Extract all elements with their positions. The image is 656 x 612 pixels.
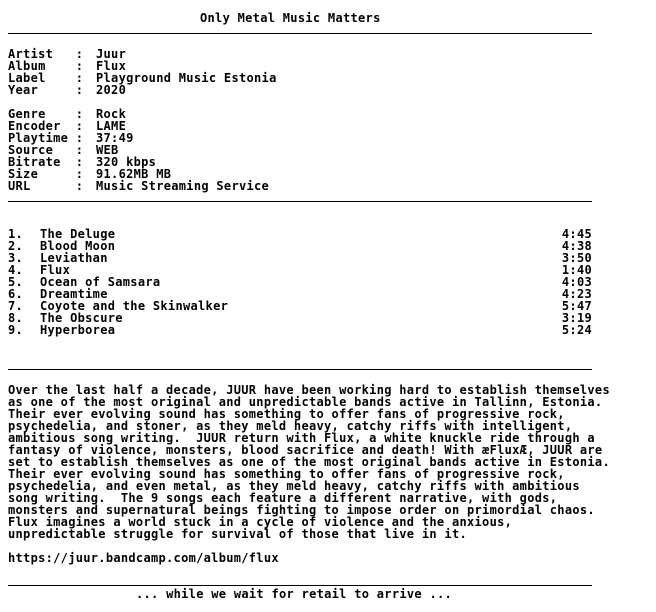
track-number: 9. [8, 323, 24, 337]
track-duration: 4:03 [561, 275, 592, 289]
description-line: Their ever evolving sound has something to offer fans of progressive rock, [8, 467, 565, 481]
release-info-value: Rock [96, 107, 127, 121]
track-row [8, 324, 592, 336]
track-title: Ocean of Samsara [40, 275, 161, 289]
release-info [8, 108, 648, 192]
track-title: The Deluge [40, 227, 116, 241]
track-number: 6. [8, 287, 24, 301]
release-info-key: Source : [8, 143, 91, 157]
track-number: 3. [8, 251, 24, 265]
album-info-value: Juur [96, 47, 127, 61]
description-line: unpredictable struggle for survival of those that live in it. [8, 527, 468, 541]
release-info-value: WEB [96, 143, 119, 157]
track-duration: 3:19 [561, 311, 592, 325]
divider-tracks [8, 360, 648, 372]
album-info-key: Year : [8, 83, 91, 97]
track-number: 4. [8, 263, 24, 277]
track-duration: 1:40 [561, 263, 592, 277]
tracklist [8, 228, 648, 336]
description-line: Flux imagines a world stuck in a cycle of violence and the anxious, [8, 515, 513, 529]
description-line: psychedelia, and stoner, as they meld heavy, catchy riffs with intelligent, [8, 419, 573, 433]
release-info-key: Playtime : [8, 131, 91, 145]
description-line: psychedelia, and even metal, as they meld heavy, catchy riffs with ambitious [8, 479, 580, 493]
album-info-value: Playground Music Estonia [96, 71, 277, 85]
track-duration: 4:45 [561, 227, 592, 241]
album-description [8, 384, 648, 540]
album-info [8, 48, 648, 96]
footer-text: ... while we wait for retail to arrive ... [136, 587, 453, 601]
track-duration: 4:38 [561, 239, 592, 253]
track-duration: 5:47 [561, 299, 592, 313]
description-line: ambitious song writing. JUUR return with Flux, a white knuckle ride through a [8, 431, 595, 445]
release-info-value: 320 kbps [96, 155, 157, 169]
release-info-value: 37:49 [96, 131, 134, 145]
description-line: as one of the most original and unpredictable bands active in Tallinn, Estonia. [8, 395, 603, 409]
track-row [8, 252, 592, 264]
track-duration: 4:23 [561, 287, 592, 301]
album-info-value: 2020 [96, 83, 127, 97]
track-number: 1. [8, 227, 24, 241]
description-line: fantasy of violence, monsters, blood sacrifice and death! With æFluxÆ, JUUR are [8, 443, 603, 457]
release-info-key: URL : [8, 179, 91, 193]
track-title: Blood Moon [40, 239, 116, 253]
description-line: monsters and supernatural beings fighting to impose order on primordial chaos. [8, 503, 595, 517]
track-title: Flux [40, 263, 71, 277]
track-number: 8. [8, 311, 24, 325]
divider-top [8, 24, 648, 36]
release-info-key: Size : [8, 167, 91, 181]
album-info-key: Album : [8, 59, 91, 73]
divider-bottom [8, 576, 648, 588]
album-info-key: Label : [8, 71, 91, 85]
album-info-row [8, 84, 648, 96]
track-title: Dreamtime [40, 287, 108, 301]
release-info-value: 91.62MB MB [96, 167, 172, 181]
description-line: Over the last half a decade, JUUR have been working hard to establish themselves [8, 383, 610, 397]
release-info-value: Music Streaming Service [96, 179, 270, 193]
divider-info [8, 192, 648, 204]
track-number: 5. [8, 275, 24, 289]
description-line: set to establish themselves as one of the most original bands active in Estonia. [8, 455, 610, 469]
album-info-value: Flux [96, 59, 127, 73]
track-duration: 3:50 [561, 251, 592, 265]
track-number: 7. [8, 299, 24, 313]
description-line: song writing. The 9 songs each feature a different narrative, with gods, [8, 491, 558, 505]
nfo-document [8, 12, 648, 600]
track-number: 2. [8, 239, 24, 253]
release-info-key: Encoder : [8, 119, 91, 133]
track-title: The Obscure [40, 311, 123, 325]
track-title: Hyperborea [40, 323, 116, 337]
track-title: Leviathan [40, 251, 108, 265]
album-link[interactable]: https://juur.bandcamp.com/album/flux [8, 551, 279, 565]
track-title: Coyote and the Skinwalker [40, 299, 229, 313]
release-info-value: LAME [96, 119, 127, 133]
release-info-row [8, 180, 648, 192]
track-duration: 5:24 [561, 323, 592, 337]
album-info-key: Artist : [8, 47, 91, 61]
page-title: Only Metal Music Matters [200, 11, 381, 25]
description-line: Their ever evolving sound has something to offer fans of progressive rock, [8, 407, 565, 421]
release-info-key: Genre : [8, 107, 91, 121]
release-info-key: Bitrate : [8, 155, 91, 169]
